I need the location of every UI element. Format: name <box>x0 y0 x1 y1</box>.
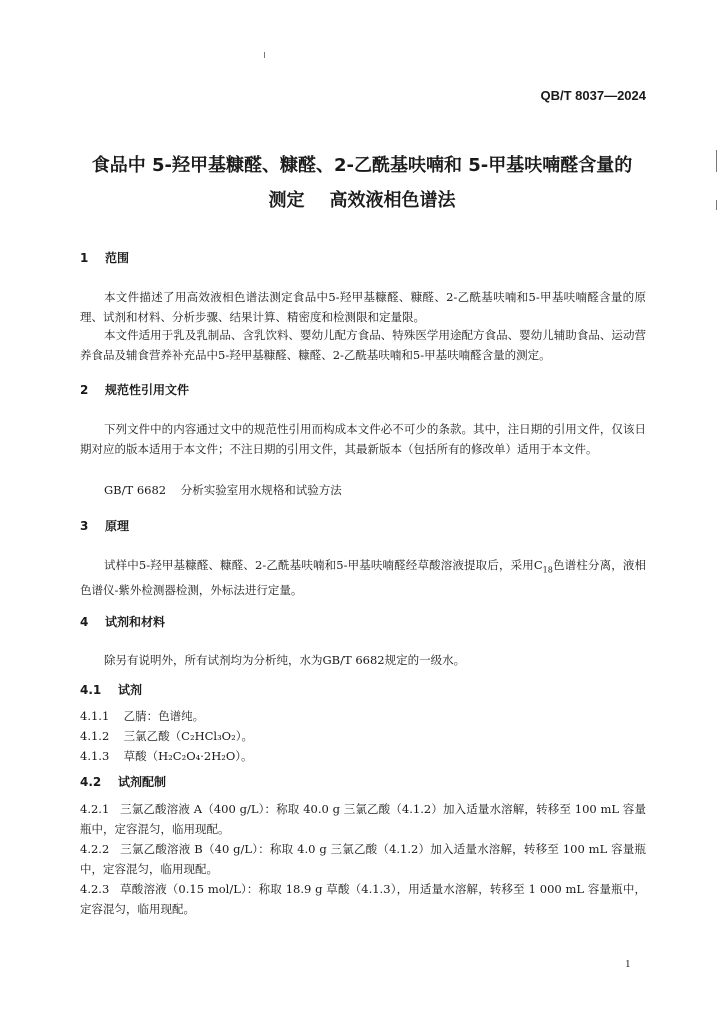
document-title-line-2: 测定 高效液相色谱法 <box>268 190 456 211</box>
reagent-item-number: 4.1.2 <box>80 729 110 743</box>
preparation-item-number: 4.2.2 <box>80 842 110 856</box>
principle-text-b: 色谱柱分离，液相色谱仪-紫外检测器检测，外标法进行定量。 <box>80 558 646 598</box>
reagent-item-number: 4.1.3 <box>80 749 110 763</box>
normative-reference: GB/T 6682 分析实验室用水规格和试验方法 <box>104 483 342 497</box>
subsection-heading-reagents: 4.1 试剂 <box>80 683 142 697</box>
section-heading-normative: 2 规范性引用文件 <box>80 383 190 397</box>
reagent-item-number: 4.1.1 <box>80 709 110 723</box>
preparation-item-number: 4.2.3 <box>80 882 110 896</box>
preparation-item <box>80 879 646 919</box>
preparation-item-text: 三氯乙酸溶液 A（400 g/L）：称取 40.0 g 三氯乙酸（4.1.2）加入适量水溶解，转移至 100 mL 容量瓶中，定容混匀，临用现配。 <box>80 802 646 836</box>
section-heading-scope: 1 范围 <box>80 251 130 265</box>
principle-subscript: 18 <box>542 565 553 575</box>
reagents-paragraph: 除另有说明外，所有试剂均为分析纯，水为GB/T 6682规定的一级水。 <box>104 653 466 667</box>
reagent-item-text: 乙腈：色谱纯。 <box>123 709 205 723</box>
scope-paragraph-1: 本文件描述了用高效液相色谱法测定食品中5-羟甲基糠醛、糠醛、2-乙酰基呋喃和5-甲基呋喃醛含量的原理、试剂和材料、分析步骤、结果计算、精密度和检测限和定量限。 <box>80 290 646 324</box>
principle-paragraph <box>80 555 646 600</box>
scope-paragraph-2: 本文件适用于乳及乳制品、含乳饮料、婴幼儿配方食品、特殊医学用途配方食品、婴幼儿辅助食品、运动营养食品及辅食营养补充品中5-羟甲基糠醛、糠醛、2-乙酰基呋喃和5-甲基呋喃醛含量的测定。 <box>80 328 646 362</box>
scan-mark <box>716 150 717 172</box>
document-title-line-1: 食品中 5-羟甲基糠醛、糠醛、2-乙酰基呋喃和 5-甲基呋喃醛含量的 <box>91 155 633 176</box>
scan-mark <box>264 52 265 58</box>
normative-paragraph: 下列文件中的内容通过文中的规范性引用而构成本文件必不可少的条款。其中，注日期的引用文件，仅该日期对应的版本适用于本文件；不注日期的引用文件，其最新版本（包括所有的修改单）适用于本文件。 <box>80 422 646 456</box>
reagent-item <box>80 746 646 766</box>
reagent-item <box>80 726 646 746</box>
preparation-item-text: 三氯乙酸溶液 B（40 g/L）：称取 4.0 g 三氯乙酸（4.1.2）加入适量水溶解，转移至 100 mL 容量瓶中，定容混匀，临用现配。 <box>80 842 646 876</box>
section-heading-principle: 3 原理 <box>80 519 130 533</box>
preparation-item <box>80 839 646 879</box>
preparation-item-text: 草酸溶液（0.15 mol/L）：称取 18.9 g 草酸（4.1.3），用适量水溶解，转移至 1 000 mL 容量瓶中，定容混匀，临用现配。 <box>80 882 646 916</box>
reagent-item-text: 草酸（H₂C₂O₄·2H₂O）。 <box>123 749 253 763</box>
page-number: 1 <box>625 958 631 970</box>
preparation-item <box>80 799 646 839</box>
standard-code: QB/T 8037—2024 <box>540 88 646 103</box>
principle-text-a: 试样中5-羟甲基糠醛、糠醛、2-乙酰基呋喃和5-甲基呋喃醛经草酸溶液提取后，采用C <box>104 558 543 572</box>
reagent-item <box>80 706 646 726</box>
preparation-item-number: 4.2.1 <box>80 802 110 816</box>
reagent-item-text: 三氯乙酸（C₂HCl₃O₂）。 <box>123 729 253 743</box>
section-heading-reagents: 4 试剂和材料 <box>80 615 166 629</box>
subsection-heading-preparation: 4.2 试剂配制 <box>80 775 166 789</box>
scan-mark <box>716 200 717 210</box>
